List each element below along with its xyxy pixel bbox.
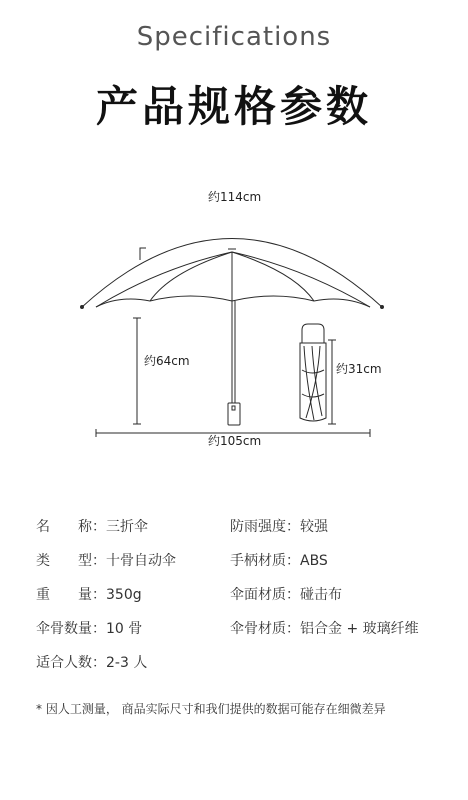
spec-value: 350g xyxy=(106,587,142,603)
spec-row-frame xyxy=(230,618,419,642)
spec-key: 重 量： xyxy=(36,587,106,603)
spec-value: 铝合金 + 玻璃纤维 xyxy=(300,621,419,637)
spec-key: 适合人数： xyxy=(36,655,106,671)
spec-row-weight xyxy=(36,584,142,608)
spec-value: 碰击布 xyxy=(300,587,342,603)
page-subtitle: Specifications xyxy=(136,22,332,52)
width-label: 约114cm xyxy=(208,190,262,204)
folded-handle xyxy=(302,324,324,343)
spec-key: 类 型： xyxy=(36,553,106,569)
spec-value: 10 骨 xyxy=(106,621,143,637)
spec-value: ABS xyxy=(300,553,328,569)
spec-row-name xyxy=(36,516,148,540)
spec-value: 十骨自动伞 xyxy=(106,553,176,569)
spec-key: 名 称： xyxy=(36,519,106,535)
spec-value: 三折伞 xyxy=(106,519,148,535)
spec-key: 伞面材质： xyxy=(230,587,300,603)
spec-row-ribs xyxy=(36,618,142,642)
measurement-note: * 因人工测量， 商品实际尺寸和我们提供的数据可能存在细微差异 xyxy=(36,702,386,716)
umbrella-diagram xyxy=(0,180,468,450)
bottom-width-label: 约105cm xyxy=(208,434,262,448)
spec-row-handle xyxy=(230,550,328,574)
spec-value: 较强 xyxy=(300,519,328,535)
canopy-edge xyxy=(96,296,370,307)
height-label: 约64cm xyxy=(144,354,190,368)
spec-value: 2-3 人 xyxy=(106,655,148,671)
spec-row-fabric xyxy=(230,584,342,608)
spec-row-rainproof xyxy=(230,516,328,540)
spec-key: 手柄材质： xyxy=(230,553,300,569)
page-title: 产品规格参数 xyxy=(95,82,372,131)
umbrella-drawing xyxy=(0,180,468,450)
spec-key: 防雨强度： xyxy=(230,519,300,535)
folded-length-label: 约31cm xyxy=(336,362,382,376)
spec-row-type xyxy=(36,550,176,574)
spec-key: 伞骨数量： xyxy=(36,621,106,637)
spec-row-capacity xyxy=(36,652,147,676)
spec-key: 伞骨材质： xyxy=(230,621,300,637)
